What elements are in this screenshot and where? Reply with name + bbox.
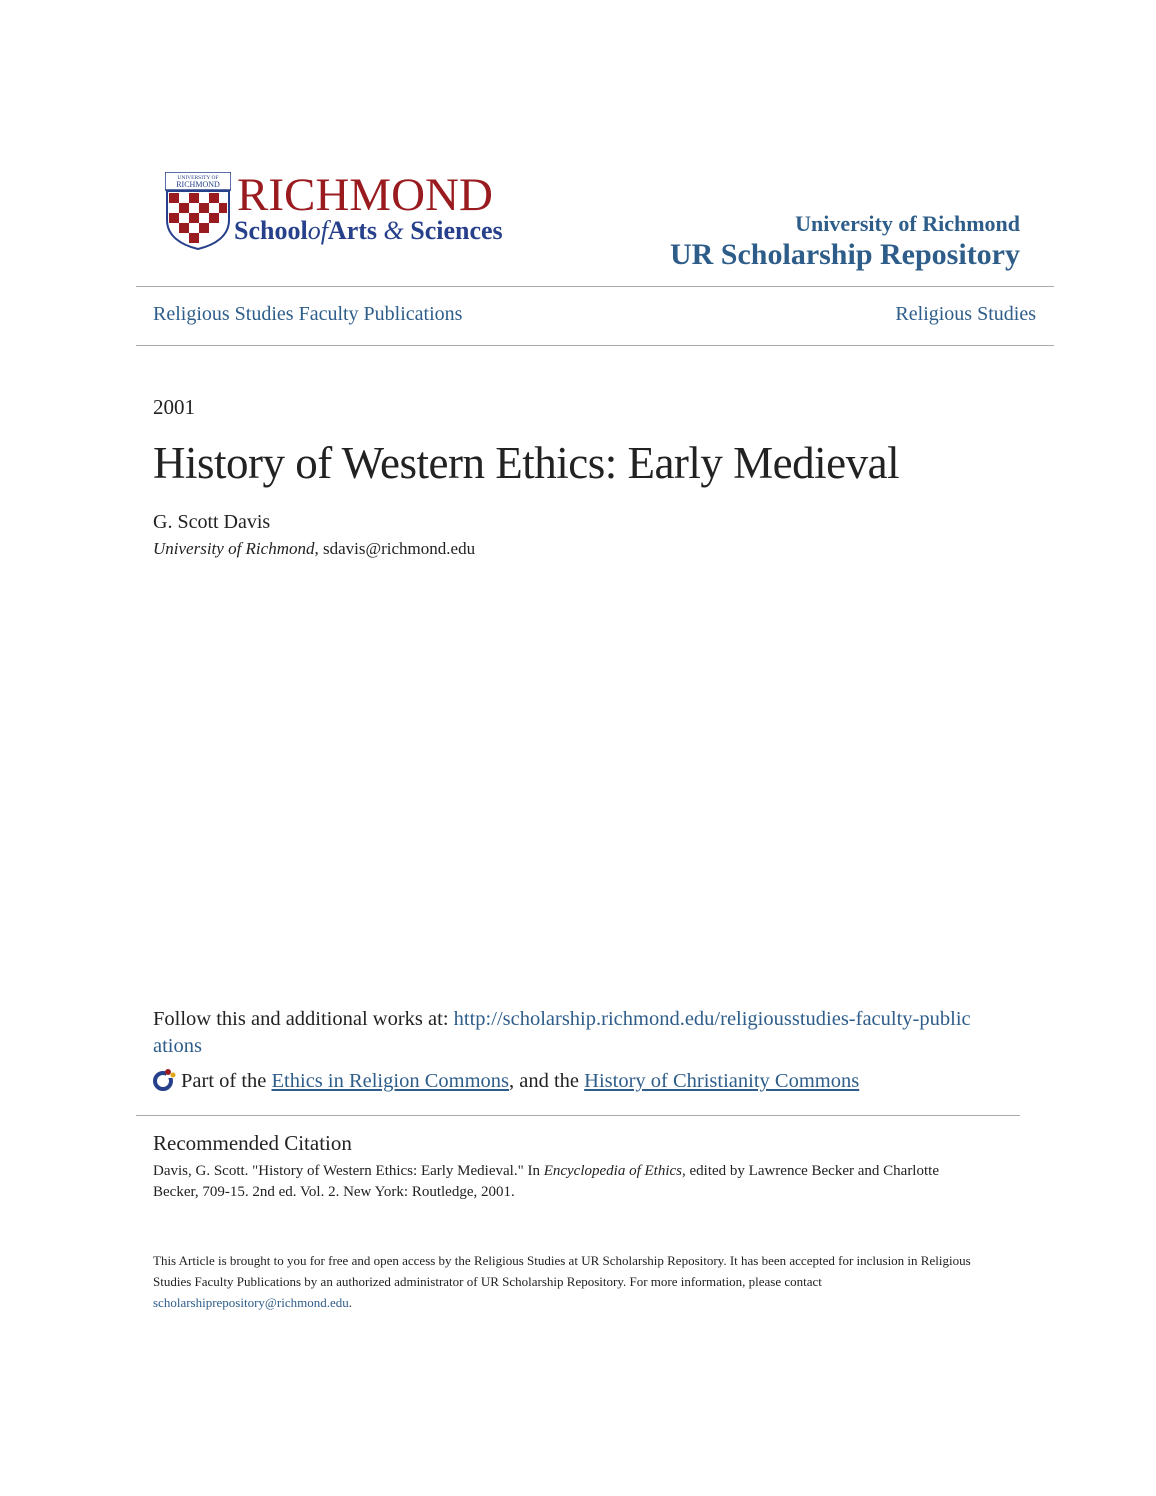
logo-richmond-small: RICHMOND	[176, 180, 220, 189]
recommended-citation-heading: Recommended Citation	[153, 1131, 352, 1155]
header-divider	[136, 286, 1054, 287]
follow-prefix: Follow this and additional works at:	[153, 1008, 454, 1030]
logo-sub-of: of	[307, 216, 328, 245]
logo-university-line: UNIVERSITY OF	[177, 175, 219, 181]
part-of-middle: , and the	[509, 1070, 585, 1092]
logo-subtitle	[234, 216, 503, 246]
history-of-christianity-commons-link[interactable]: History of Christianity Commons	[584, 1070, 860, 1092]
open-access-notice	[153, 1250, 993, 1313]
breadcrumb-religious-studies-link[interactable]: Religious Studies	[895, 303, 1036, 325]
follow-url-link[interactable]: http://scholarship.richmond.edu/religiousstudies-faculty-publications	[153, 1008, 971, 1057]
author-name: G. Scott Davis	[153, 511, 271, 533]
logo-sub-school: School	[234, 216, 308, 245]
author-affiliation	[153, 539, 475, 559]
logo-sub-arts: Arts	[327, 216, 378, 245]
logo-sub-sciences: Sciences	[410, 216, 503, 245]
citation-after: , edited by Lawrence Becker and Charlotte Becker, 709-15. 2nd ed. Vol. 2. New York: Routledge, 2001.	[153, 1163, 939, 1200]
author-email: , sdavis@richmond.edu	[314, 539, 476, 558]
part-of-line	[153, 1066, 859, 1096]
logo-wordmark: RICHMOND	[237, 169, 493, 221]
breadcrumb-faculty-publications-link[interactable]: Religious Studies Faculty Publications	[153, 303, 463, 325]
citation-divider	[136, 1115, 1020, 1116]
notice-text: This Article is brought to you for free and open access by the Religious Studies at UR Scholarship Repository. It has been accepted for inclusion in Religious Studies Faculty Publications by an authorized administrator of UR Scholarship Repository. For more information, please contact	[153, 1253, 971, 1289]
repo-name: UR Scholarship Repository	[669, 238, 1020, 271]
repo-university: University of Richmond	[795, 211, 1020, 236]
commons-network-icon	[153, 1067, 177, 1091]
citation-before: Davis, G. Scott. "History of Western Ethics: Early Medieval." In	[153, 1163, 544, 1179]
recommended-citation-text	[153, 1161, 983, 1202]
university-shield-icon	[165, 172, 231, 250]
logo-sub-amp: &	[383, 216, 404, 245]
breadcrumb-divider	[136, 345, 1054, 346]
part-of-prefix: Part of the	[181, 1070, 272, 1092]
citation-italic: Encyclopedia of Ethics	[543, 1163, 682, 1179]
notice-end: .	[348, 1295, 352, 1310]
repository-heading[interactable]	[670, 210, 1020, 272]
ethics-in-religion-commons-link[interactable]: Ethics in Religion Commons	[271, 1070, 509, 1092]
repository-email-link[interactable]: scholarshiprepository@richmond.edu	[153, 1295, 349, 1310]
affiliation-name: University of Richmond	[153, 539, 315, 558]
follow-line	[153, 1006, 973, 1060]
richmond-logo[interactable]	[165, 169, 525, 252]
publication-year: 2001	[153, 395, 195, 419]
article-title: History of Western Ethics: Early Medieval	[153, 438, 900, 488]
